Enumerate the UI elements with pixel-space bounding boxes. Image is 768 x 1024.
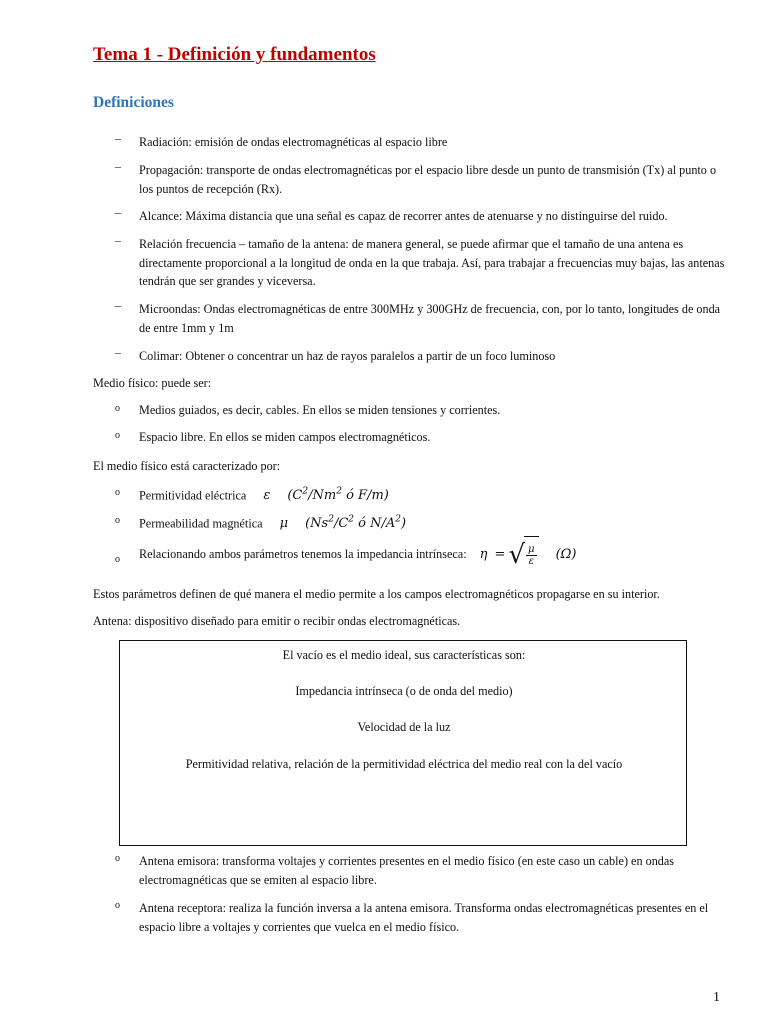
definition-relacion: Relación frecuencia – tamaño de la antena: de manera general, se puede afirmar que el tamaño de una antena es directamente proporcional a la longitud de onda en la que trabaja. Así, para trabajar a frecuencias muy bajas, las antenas tendrán que ser grandes y viceversa. <box>139 237 725 288</box>
param-permeabilidad <box>139 511 727 534</box>
dash-bullet: – <box>115 233 121 247</box>
estos-parametros-paragraph: Estos parámetros definen de qué manera el medio permite a los campos electromagnéticos propagarse en su interior. <box>93 587 660 601</box>
circle-bullet: o <box>115 487 120 498</box>
circle-bullet: o <box>115 430 120 441</box>
circle-bullet: o <box>115 900 120 911</box>
param-impedancia <box>139 536 727 574</box>
page-number: 1 <box>713 990 720 1005</box>
box-line-3: Velocidad de la luz <box>357 720 451 734</box>
eta-symbol: η <box>479 547 488 562</box>
permitividad-unit: ($C^2/Nm^2$ ó F/m) <box>287 487 389 504</box>
circle-bullet: o <box>115 554 120 565</box>
definition-microondas: Microondas: Ondas electromagnéticas de entre 300MHz y 300GHz de frecuencia, con, por lo tanto, longitudes de onda de entre 1mm y 1m <box>139 302 721 335</box>
caracterizado-intro: El medio físico está caracterizado por: <box>93 459 281 473</box>
radical-sign: √ <box>508 540 526 571</box>
antena-emisora: Antena emisora: transforma voltajes y corrientes presentes en el medio físico (en este caso un cable) en ondas electromagnéticas que se emiten al espacio libre. <box>139 854 675 887</box>
box-line-4: Permitividad relativa, relación de la permitividad eléctrica del medio real con la del vacío <box>185 757 623 771</box>
circle-bullet: o <box>115 403 120 414</box>
permitividad-label: Permitividad eléctrica <box>139 488 247 503</box>
param-permitividad <box>139 483 727 506</box>
dash-bullet: – <box>115 205 121 219</box>
section-heading: Definiciones <box>93 94 174 111</box>
circle-bullet: o <box>115 515 120 526</box>
antena-definition: Antena: dispositivo diseñado para emitir o recibir ondas electromagnéticas. <box>93 614 461 628</box>
epsilon-symbol: ε <box>263 488 271 504</box>
permeabilidad-label: Permeabilidad magnética <box>139 516 263 531</box>
ohm-unit: (Ω) <box>555 547 577 562</box>
impedancia-label: Relacionando ambos parámetros tenemos la impedancia intrínseca: <box>139 547 467 561</box>
medio-fisico-intro: Medio físico: puede ser: <box>93 376 212 390</box>
dash-bullet: – <box>115 159 121 173</box>
definition-alcance: Alcance: Máxima distancia que una señal es capaz de recorrer antes de atenuarse y no distinguirse del ruido. <box>139 209 668 223</box>
box-line-2: Impedancia intrínseca (o de onda del medio) <box>295 684 513 698</box>
definition-colimar: Colimar: Obtener o concentrar un haz de rayos paralelos a partir de un foco luminoso <box>139 349 556 363</box>
sqrt-formula: √ $\frac{\mu}{\varepsilon}$ <box>508 536 538 574</box>
definition-propagacion: Propagación: transporte de ondas electromagnéticas por el espacio libre desde un punto de transmisión (Tx) al punto o los puntos de recepción (Rx). <box>139 163 717 196</box>
medio-espacio-libre: Espacio libre. En ellos se miden campos electromagnéticos. <box>139 430 431 444</box>
box-line-1: El vacío es el medio ideal, sus características son: <box>282 648 526 662</box>
medio-guiado: Medios guiados, es decir, cables. En ellos se miden tensiones y corrientes. <box>139 403 501 417</box>
circle-bullet: o <box>115 853 120 864</box>
dash-bullet: – <box>115 131 121 145</box>
equals-sign: = <box>494 547 506 562</box>
permeabilidad-unit: ($Ns^2/C^2$ ó $N/A^2$) <box>305 515 407 532</box>
definition-radiacion: Radiación: emisión de ondas electromagnéticas al espacio libre <box>139 135 448 149</box>
mu-symbol: μ <box>279 516 289 532</box>
dash-bullet: – <box>115 345 121 359</box>
page-title: Tema 1 - Definición y fundamentos <box>93 44 376 65</box>
antena-receptora: Antena receptora: realiza la función inversa a la antena emisora. Transforma ondas electromagnéticas presentes en el espacio libre a voltajes y corrientes que vuelca en el medio físico. <box>139 901 709 934</box>
vacuum-box <box>119 640 687 846</box>
dash-bullet: – <box>115 298 121 312</box>
